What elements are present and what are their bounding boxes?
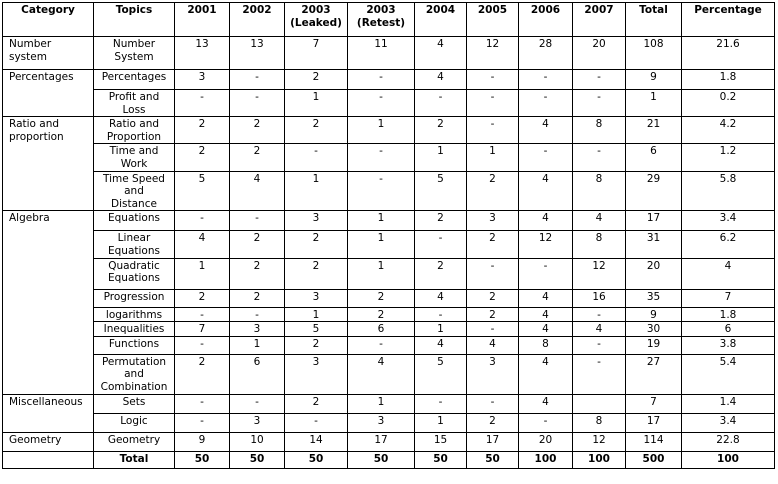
value-cell: 4 bbox=[519, 307, 573, 322]
value-cell: 3 bbox=[285, 289, 348, 307]
value-cell: 8 bbox=[573, 117, 626, 144]
value-cell: 2 bbox=[230, 289, 285, 307]
value-cell: - bbox=[415, 231, 467, 258]
value-cell: 8 bbox=[573, 171, 626, 211]
value-cell: 2 bbox=[230, 231, 285, 258]
value-cell: 2 bbox=[415, 117, 467, 144]
column-header: 2002 bbox=[230, 3, 285, 37]
percentage-cell: 6.2 bbox=[682, 231, 775, 258]
value-cell: 8 bbox=[573, 413, 626, 432]
total-percentage-cell: 100 bbox=[682, 451, 775, 468]
total-value-cell: 50 bbox=[230, 451, 285, 468]
topic-cell: Geometry bbox=[94, 432, 175, 451]
value-cell: 1 bbox=[285, 171, 348, 211]
value-cell: 4 bbox=[230, 171, 285, 211]
cat-topic-table bbox=[2, 2, 775, 469]
total-value-cell: 50 bbox=[285, 451, 348, 468]
percentage-cell: 5.8 bbox=[682, 171, 775, 211]
value-cell: 4 bbox=[415, 289, 467, 307]
value-cell: - bbox=[230, 211, 285, 231]
value-cell: - bbox=[230, 90, 285, 117]
value-cell: 5 bbox=[175, 171, 230, 211]
value-cell: 4 bbox=[467, 336, 519, 354]
percentage-cell: 0.2 bbox=[682, 90, 775, 117]
value-cell: 4 bbox=[573, 322, 626, 337]
topic-cell: Equations bbox=[94, 211, 175, 231]
value-cell: 1 bbox=[467, 144, 519, 171]
value-cell: - bbox=[285, 144, 348, 171]
value-cell: - bbox=[467, 394, 519, 413]
value-cell: 1 bbox=[285, 307, 348, 322]
value-cell: 17 bbox=[348, 432, 415, 451]
value-cell: 1 bbox=[348, 117, 415, 144]
topic-cell: Linear Equations bbox=[94, 231, 175, 258]
value-cell: 4 bbox=[573, 211, 626, 231]
value-cell: 1 bbox=[415, 144, 467, 171]
value-cell: 3 bbox=[230, 322, 285, 337]
table-row bbox=[3, 144, 775, 171]
value-cell: - bbox=[348, 336, 415, 354]
value-cell: 5 bbox=[415, 171, 467, 211]
value-cell: 16 bbox=[573, 289, 626, 307]
value-cell: 4 bbox=[348, 354, 415, 394]
value-cell: 4 bbox=[519, 322, 573, 337]
table-row bbox=[3, 289, 775, 307]
value-cell: 12 bbox=[519, 231, 573, 258]
value-cell: 1 bbox=[626, 90, 682, 117]
value-cell: 4 bbox=[415, 336, 467, 354]
value-cell: - bbox=[175, 394, 230, 413]
value-cell: 7 bbox=[175, 322, 230, 337]
percentage-cell: 3.4 bbox=[682, 413, 775, 432]
table-row bbox=[3, 171, 775, 211]
table-row bbox=[3, 90, 775, 117]
value-cell: 6 bbox=[626, 144, 682, 171]
value-cell: - bbox=[175, 336, 230, 354]
value-cell: 2 bbox=[467, 231, 519, 258]
table-row bbox=[3, 37, 775, 70]
topic-cell: Permutation and Combination bbox=[94, 354, 175, 394]
topic-cell: Functions bbox=[94, 336, 175, 354]
total-value-cell: 100 bbox=[519, 451, 573, 468]
value-cell: 3 bbox=[285, 354, 348, 394]
category-cell: Percentages bbox=[3, 70, 94, 117]
value-cell: 4 bbox=[519, 171, 573, 211]
value-cell: - bbox=[175, 307, 230, 322]
value-cell: 2 bbox=[175, 144, 230, 171]
value-cell: 4 bbox=[415, 70, 467, 90]
percentage-cell: 21.6 bbox=[682, 37, 775, 70]
value-cell: - bbox=[415, 307, 467, 322]
value-cell: 27 bbox=[626, 354, 682, 394]
value-cell: 2 bbox=[285, 336, 348, 354]
value-cell: 15 bbox=[415, 432, 467, 451]
value-cell: 35 bbox=[626, 289, 682, 307]
topic-cell: Number System bbox=[94, 37, 175, 70]
value-cell: 2 bbox=[467, 413, 519, 432]
value-cell: 31 bbox=[626, 231, 682, 258]
value-cell: 4 bbox=[519, 289, 573, 307]
value-cell: 6 bbox=[230, 354, 285, 394]
value-cell: - bbox=[519, 144, 573, 171]
column-header: 2006 bbox=[519, 3, 573, 37]
value-cell: 5 bbox=[415, 354, 467, 394]
total-value-cell: 50 bbox=[175, 451, 230, 468]
table-row bbox=[3, 322, 775, 337]
value-cell: 1 bbox=[230, 336, 285, 354]
total-row bbox=[3, 451, 775, 468]
value-cell: 1 bbox=[348, 258, 415, 289]
percentage-cell: 1.4 bbox=[682, 394, 775, 413]
category-cell: Algebra bbox=[3, 211, 94, 394]
column-header: Topics bbox=[94, 3, 175, 37]
percentage-cell: 4.2 bbox=[682, 117, 775, 144]
category-cell: Miscellaneous bbox=[3, 394, 94, 432]
value-cell: - bbox=[519, 70, 573, 90]
total-label: Total bbox=[94, 451, 175, 468]
value-cell: 4 bbox=[519, 354, 573, 394]
value-cell: 2 bbox=[285, 258, 348, 289]
value-cell: 2 bbox=[467, 171, 519, 211]
value-cell: 30 bbox=[626, 322, 682, 337]
value-cell: - bbox=[467, 322, 519, 337]
topic-cell: Time and Work bbox=[94, 144, 175, 171]
value-cell: 5 bbox=[285, 322, 348, 337]
table-row bbox=[3, 258, 775, 289]
table-row bbox=[3, 394, 775, 413]
column-header: Category bbox=[3, 3, 94, 37]
value-cell: 9 bbox=[626, 307, 682, 322]
value-cell: 1 bbox=[348, 231, 415, 258]
total-value-cell: 50 bbox=[348, 451, 415, 468]
table-row bbox=[3, 231, 775, 258]
value-cell: 3 bbox=[230, 413, 285, 432]
value-cell: - bbox=[573, 336, 626, 354]
value-cell: - bbox=[519, 413, 573, 432]
value-cell: 12 bbox=[573, 258, 626, 289]
topic-cell: Percentages bbox=[94, 70, 175, 90]
value-cell: - bbox=[230, 307, 285, 322]
value-cell: 14 bbox=[285, 432, 348, 451]
value-cell: 3 bbox=[348, 413, 415, 432]
value-cell: 19 bbox=[626, 336, 682, 354]
value-cell: - bbox=[175, 90, 230, 117]
value-cell: - bbox=[348, 90, 415, 117]
value-cell: 4 bbox=[415, 37, 467, 70]
table-row bbox=[3, 432, 775, 451]
value-cell: 3 bbox=[467, 211, 519, 231]
total-value-cell: 100 bbox=[573, 451, 626, 468]
value-cell: 17 bbox=[626, 211, 682, 231]
value-cell: 3 bbox=[467, 354, 519, 394]
percentage-cell: 1.2 bbox=[682, 144, 775, 171]
topic-cell: Ratio and Proportion bbox=[94, 117, 175, 144]
value-cell: 2 bbox=[230, 144, 285, 171]
value-cell: 9 bbox=[626, 70, 682, 90]
value-cell: 3 bbox=[175, 70, 230, 90]
value-cell: 3 bbox=[285, 211, 348, 231]
total-value-cell: 500 bbox=[626, 451, 682, 468]
percentage-cell: 6 bbox=[682, 322, 775, 337]
value-cell: 1 bbox=[415, 413, 467, 432]
total-category-cell bbox=[3, 451, 94, 468]
value-cell: - bbox=[573, 70, 626, 90]
value-cell: 7 bbox=[285, 37, 348, 70]
value-cell: 2 bbox=[415, 258, 467, 289]
value-cell: 13 bbox=[175, 37, 230, 70]
value-cell: 2 bbox=[348, 289, 415, 307]
header-row bbox=[3, 3, 775, 37]
value-cell: 9 bbox=[175, 432, 230, 451]
value-cell: - bbox=[348, 171, 415, 211]
value-cell: - bbox=[467, 90, 519, 117]
column-header: 2004 bbox=[415, 3, 467, 37]
percentage-cell: 1.8 bbox=[682, 70, 775, 90]
value-cell: - bbox=[573, 144, 626, 171]
column-header: 2003 (Leaked) bbox=[285, 3, 348, 37]
value-cell: - bbox=[519, 258, 573, 289]
value-cell bbox=[573, 394, 626, 413]
value-cell: 1 bbox=[285, 90, 348, 117]
value-cell: 2 bbox=[175, 354, 230, 394]
value-cell: - bbox=[415, 394, 467, 413]
value-cell: 4 bbox=[175, 231, 230, 258]
topic-cell: logarithms bbox=[94, 307, 175, 322]
total-value-cell: 50 bbox=[467, 451, 519, 468]
value-cell: 29 bbox=[626, 171, 682, 211]
value-cell: 2 bbox=[285, 70, 348, 90]
topic-cell: Profit and Loss bbox=[94, 90, 175, 117]
topic-cell: Quadratic Equations bbox=[94, 258, 175, 289]
value-cell: 13 bbox=[230, 37, 285, 70]
value-cell: - bbox=[230, 70, 285, 90]
value-cell: 20 bbox=[626, 258, 682, 289]
value-cell: 20 bbox=[573, 37, 626, 70]
column-header: Percentage bbox=[682, 3, 775, 37]
value-cell: 11 bbox=[348, 37, 415, 70]
category-cell: Number system bbox=[3, 37, 94, 70]
value-cell: - bbox=[467, 117, 519, 144]
value-cell: - bbox=[285, 413, 348, 432]
value-cell: 1 bbox=[175, 258, 230, 289]
value-cell: - bbox=[573, 90, 626, 117]
column-header: 2001 bbox=[175, 3, 230, 37]
total-value-cell: 50 bbox=[415, 451, 467, 468]
value-cell: 108 bbox=[626, 37, 682, 70]
value-cell: 2 bbox=[175, 289, 230, 307]
percentage-cell: 3.8 bbox=[682, 336, 775, 354]
value-cell: 114 bbox=[626, 432, 682, 451]
value-cell: - bbox=[175, 211, 230, 231]
value-cell: 8 bbox=[519, 336, 573, 354]
value-cell: - bbox=[573, 354, 626, 394]
value-cell: 20 bbox=[519, 432, 573, 451]
value-cell: 2 bbox=[467, 289, 519, 307]
table-row bbox=[3, 117, 775, 144]
value-cell: 6 bbox=[348, 322, 415, 337]
value-cell: 21 bbox=[626, 117, 682, 144]
percentage-cell: 22.8 bbox=[682, 432, 775, 451]
table-row bbox=[3, 413, 775, 432]
value-cell: - bbox=[348, 144, 415, 171]
value-cell: 12 bbox=[573, 432, 626, 451]
value-cell: 2 bbox=[175, 117, 230, 144]
value-cell: 2 bbox=[348, 307, 415, 322]
value-cell: - bbox=[519, 90, 573, 117]
percentage-cell: 1.8 bbox=[682, 307, 775, 322]
column-header: 2007 bbox=[573, 3, 626, 37]
value-cell: 8 bbox=[573, 231, 626, 258]
value-cell: 2 bbox=[467, 307, 519, 322]
column-header: 2005 bbox=[467, 3, 519, 37]
table-row bbox=[3, 70, 775, 90]
value-cell: - bbox=[467, 70, 519, 90]
column-header: Total bbox=[626, 3, 682, 37]
value-cell: - bbox=[348, 70, 415, 90]
table-row bbox=[3, 211, 775, 231]
topic-cell: Inequalities bbox=[94, 322, 175, 337]
value-cell: 10 bbox=[230, 432, 285, 451]
topic-cell: Sets bbox=[94, 394, 175, 413]
topic-cell: Logic bbox=[94, 413, 175, 432]
percentage-cell: 7 bbox=[682, 289, 775, 307]
topic-cell: Time Speed and Distance bbox=[94, 171, 175, 211]
value-cell: - bbox=[573, 307, 626, 322]
value-cell: 28 bbox=[519, 37, 573, 70]
value-cell: 4 bbox=[519, 117, 573, 144]
table-row bbox=[3, 336, 775, 354]
value-cell: 17 bbox=[467, 432, 519, 451]
percentage-cell: 4 bbox=[682, 258, 775, 289]
table-row bbox=[3, 307, 775, 322]
topic-cell: Progression bbox=[94, 289, 175, 307]
value-cell: 2 bbox=[285, 231, 348, 258]
table-row bbox=[3, 354, 775, 394]
value-cell: - bbox=[230, 394, 285, 413]
value-cell: 4 bbox=[519, 394, 573, 413]
value-cell: 1 bbox=[415, 322, 467, 337]
value-cell: 7 bbox=[626, 394, 682, 413]
value-cell: 2 bbox=[285, 394, 348, 413]
value-cell: 2 bbox=[230, 117, 285, 144]
value-cell: - bbox=[175, 413, 230, 432]
value-cell: - bbox=[467, 258, 519, 289]
category-cell: Ratio and proportion bbox=[3, 117, 94, 211]
category-cell: Geometry bbox=[3, 432, 94, 451]
value-cell: 17 bbox=[626, 413, 682, 432]
value-cell: 12 bbox=[467, 37, 519, 70]
value-cell: 1 bbox=[348, 211, 415, 231]
value-cell: 2 bbox=[415, 211, 467, 231]
value-cell: - bbox=[415, 90, 467, 117]
value-cell: 1 bbox=[348, 394, 415, 413]
value-cell: 2 bbox=[230, 258, 285, 289]
column-header: 2003 (Retest) bbox=[348, 3, 415, 37]
percentage-cell: 5.4 bbox=[682, 354, 775, 394]
value-cell: 4 bbox=[519, 211, 573, 231]
value-cell: 2 bbox=[285, 117, 348, 144]
percentage-cell: 3.4 bbox=[682, 211, 775, 231]
